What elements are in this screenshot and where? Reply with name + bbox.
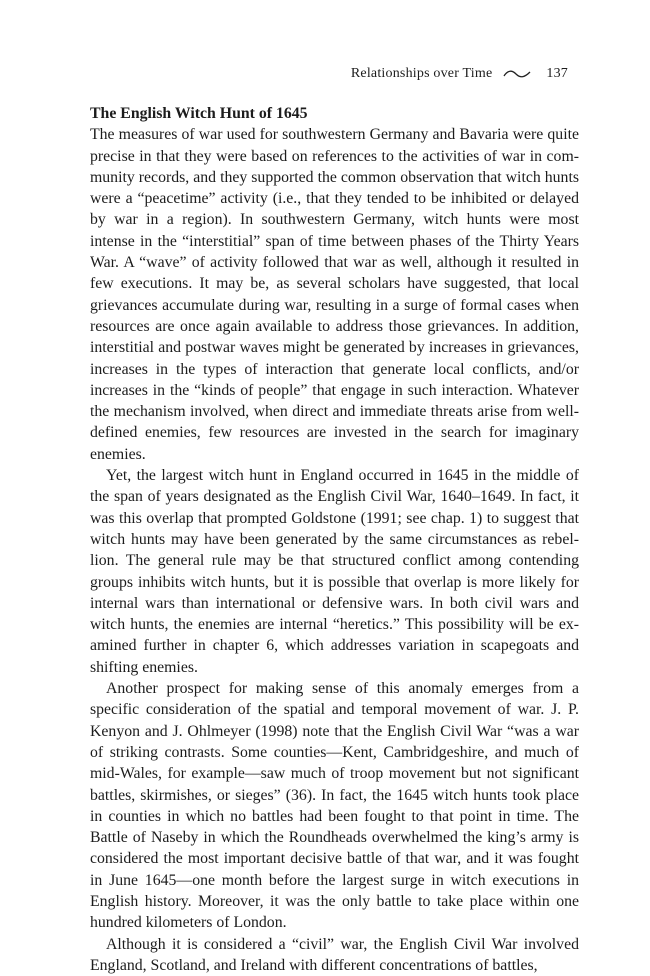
paragraph: Another prospect for making sense of this anomaly emerges from a specific consideration of the spatial and temporal movement of war. J. P. Kenyon and J. Ohlmeyer (1998) note that the English Civil War “was a war of striking contrasts. Some counties—Kent, Cambridgeshire, and much of mid-Wales, for example—saw much of troop movement but not significant battles, skirmishes, or sieges” (36). In fact, the 1645 witch hunts took place in counties in which no battles had been fought to that point in time. The Battle of Naseby in which the Roundheads overwhelmed the king’s army is considered the most important decisive battle of that war, and it was fought in June 1645—one month before the largest surge in witch executions in English history. Moreover, it was the only battle to take place within one hundred kilometers of London. xyxy=(90,680,579,932)
section-heading: The English Witch Hunt of 1645 xyxy=(90,105,308,122)
running-header xyxy=(351,66,568,82)
paragraph: Yet, the largest witch hunt in England occurred in 1645 in the middle of the span of years designated as the English Civil War, 1640–1649. In fact, it was this overlap that prompted Goldstone (1991; see chap. 1) to suggest that witch hunts may have been generated by the same circumstances as rebellion. The general rule may be that structured conflict among contending groups inhibits witch hunts, but it is possible that overlap is more likely for internal wars than international or defensive wars. In both civil wars and witch hunts, the enemies are internal “heretics.” This possibility will be examined further in chapter 6, which addresses variation in scapegoats and shifting enemies. xyxy=(90,467,579,676)
page-number: 137 xyxy=(546,66,568,81)
paragraph: The measures of war used for southwestern Germany and Bavaria were quite precise in that they were based on references to the activities of war in community records, and they supported the common observation that witch hunts were a “peacetime” activity (i.e., that they tended to be inhibited or delayed by war in a region). In southwestern Germany, witch hunts were most intense in the “interstitial” span of time between phases of the Thirty Years War. A “wave” of activity followed that war as well, although it resulted in few executions. It may be, as several scholars have suggested, that local grievances accumulate during war, resulting in a surge of formal cases when resources are once again available to address those grievances. In addition, interstitial and postwar waves might be generated by increases in grievances, increases in the types of interaction that generate local conflicts, and/or increases in the “kinds of people” that engage in such interaction. Whatever the mechanism involved, when direct and immediate threats arise from well-defined enemies, few resources are invested in the search for imaginary enemies. xyxy=(90,126,579,463)
paragraph: Although it is considered a “civil” war, the English Civil War involved England, Scotland, and Ireland with different concentrations of battles, xyxy=(90,935,579,974)
running-title: Relationships over Time xyxy=(350,66,493,81)
tilde-ornament-icon xyxy=(502,68,532,80)
body-text xyxy=(90,103,579,976)
